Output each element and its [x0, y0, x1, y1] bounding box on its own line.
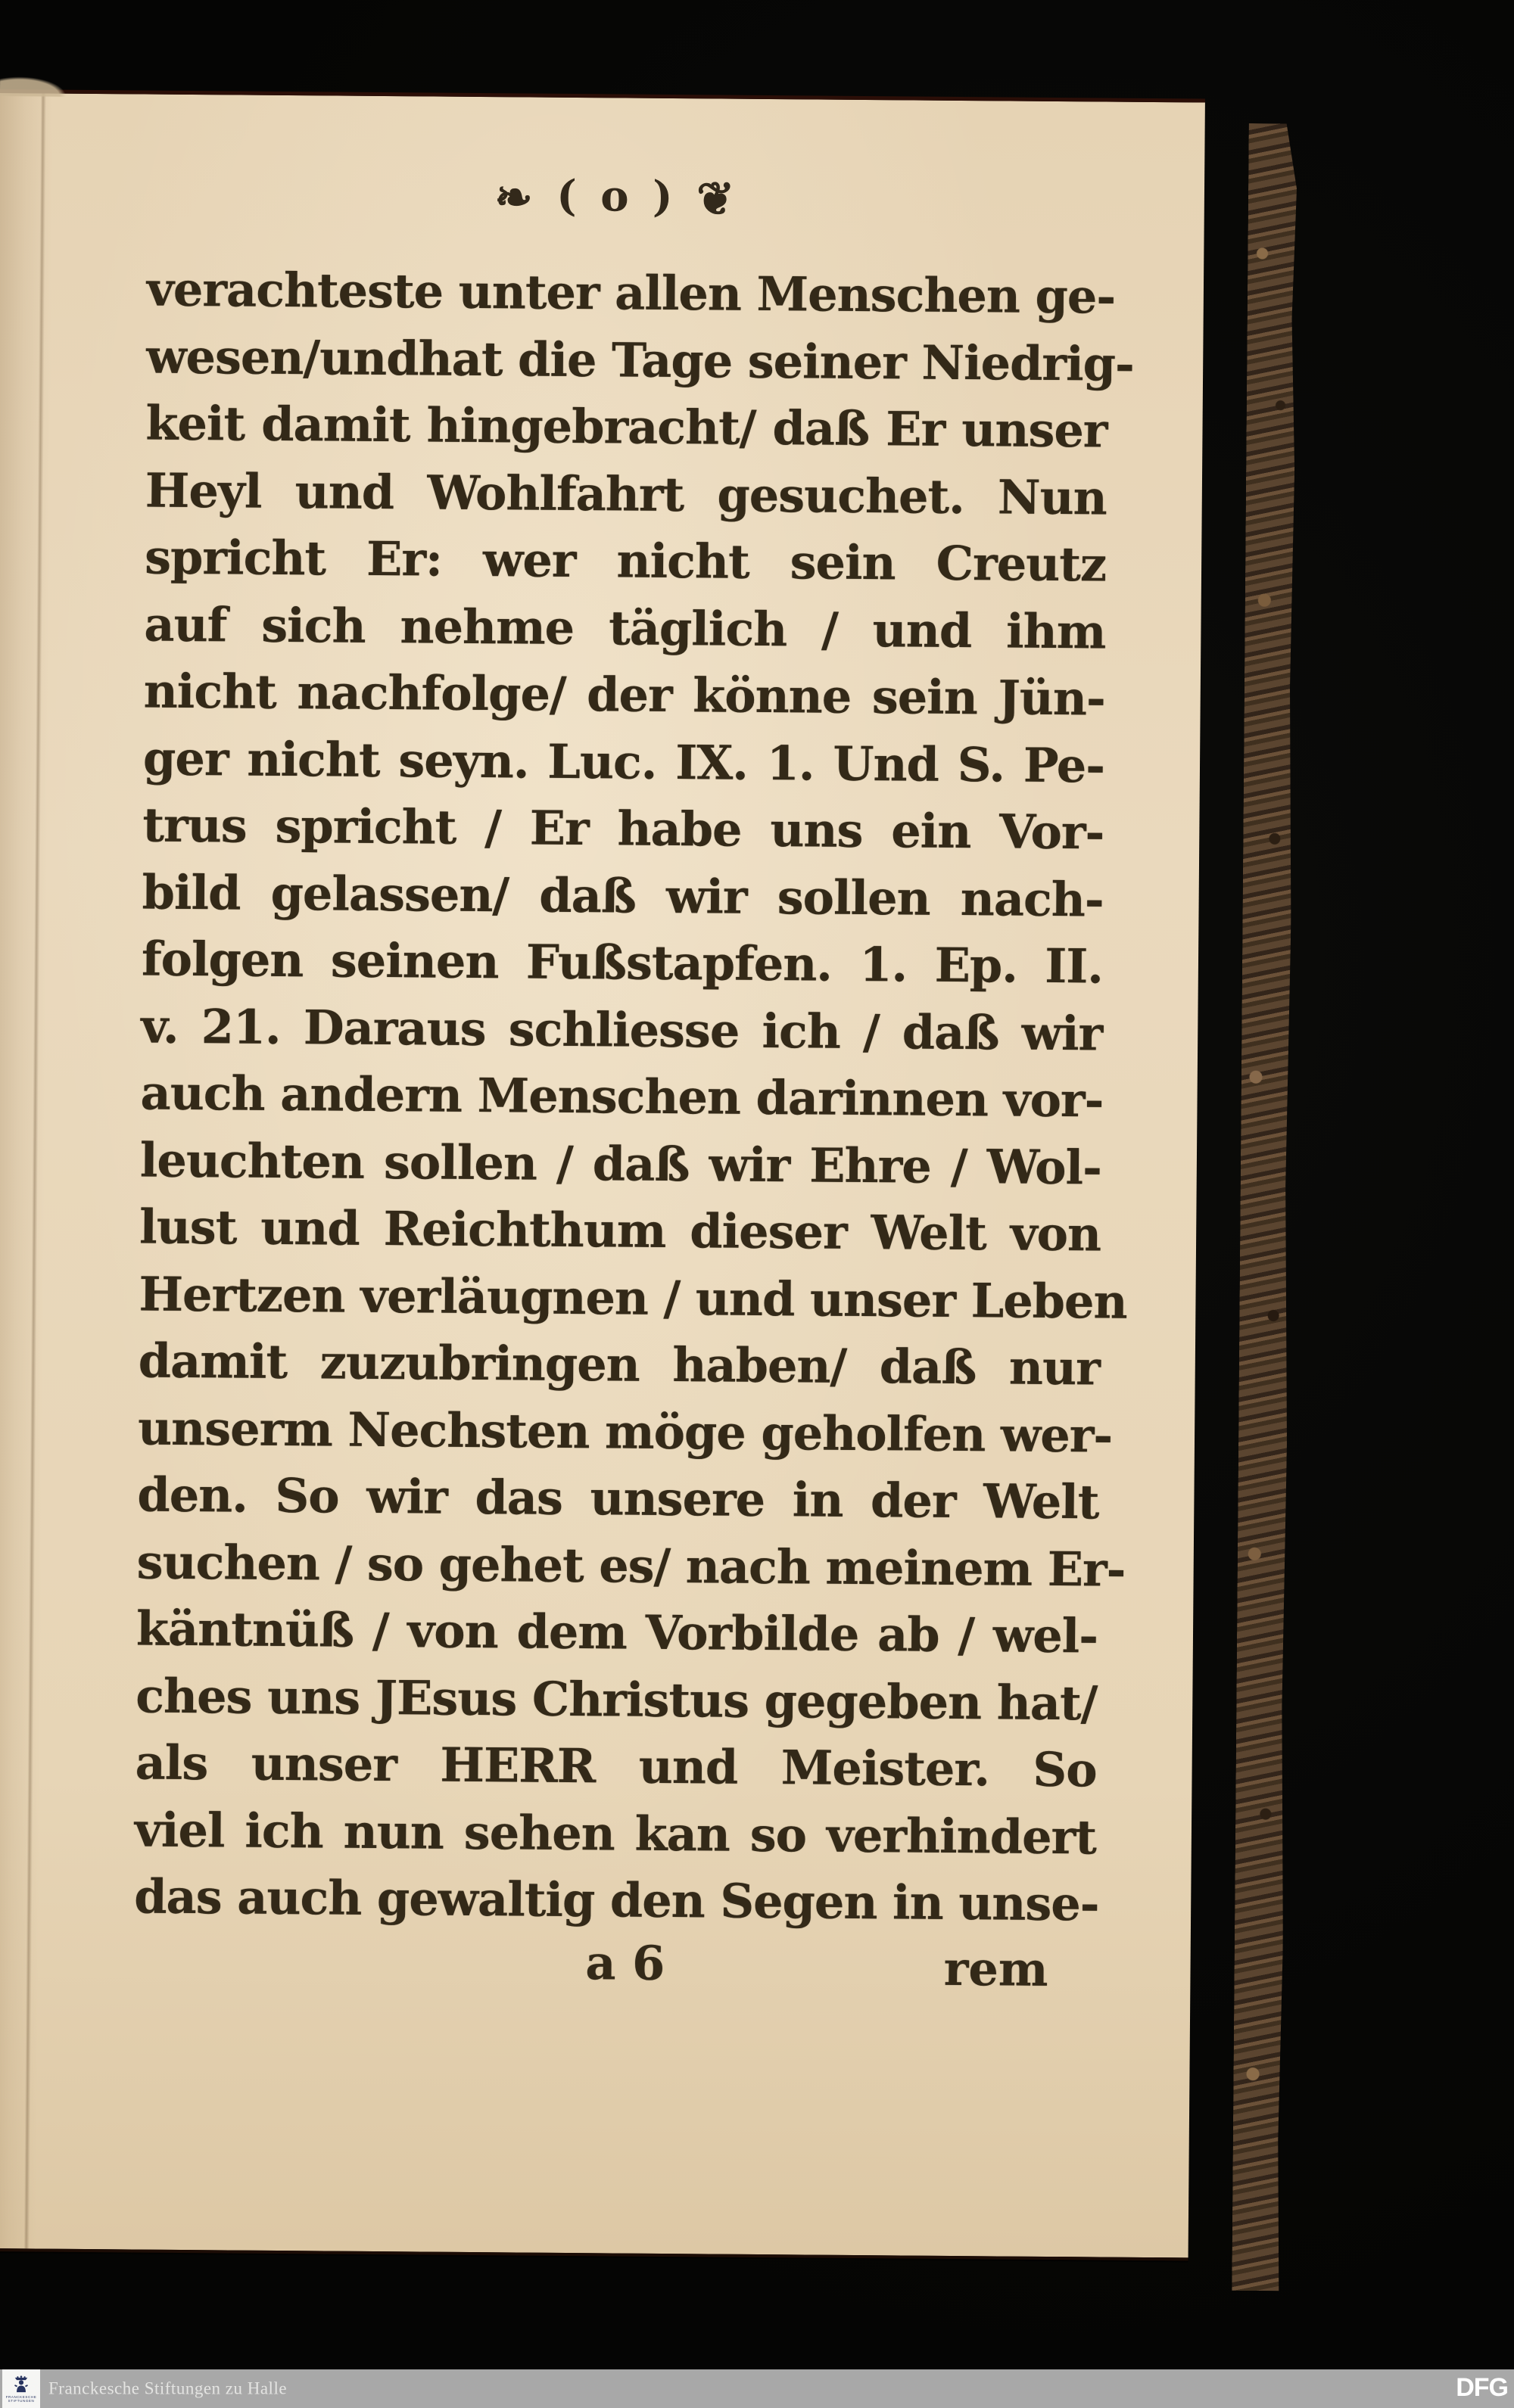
text-line: nicht nachfolge/ der könne sein Jün-	[143, 663, 1106, 726]
text-line: als unser HERR und Meister. So	[135, 1734, 1097, 1798]
text-line: folgen seinen Fußstapfen. 1. Ep. II.	[141, 931, 1104, 994]
text-line: keit damit hingebracht/ daß Er unser	[145, 395, 1107, 459]
text-line: verachteste unter allen Menschen ge-	[146, 261, 1116, 325]
text-line: ches uns JEsus Christus gegeben hat/	[136, 1667, 1098, 1731]
text-line: das auch gewaltig den Segen in unse-	[133, 1868, 1099, 1932]
dfg-logo: DFG	[1456, 2372, 1508, 2402]
book	[0, 89, 1305, 2257]
text-line: leuchten sollen / daß wir Ehre / Wol-	[139, 1131, 1102, 1195]
text-line: v. 21. Daraus schliesse ich / daß wir	[140, 998, 1103, 1061]
text-line: bild gelassen/ daß wir sollen nach-	[142, 864, 1104, 927]
text-line: viel ich nun sehen kan so verhindert	[134, 1801, 1097, 1865]
fleuron-left-icon: ❧	[494, 171, 537, 225]
franckesche-logo-icon	[13, 2375, 30, 2395]
logo-caption-line2: STIFTUNGEN	[8, 2398, 35, 2403]
text-line: damit zuzubringen haben/ daß nur	[138, 1333, 1101, 1396]
fleuron-right-icon: ❦	[696, 173, 740, 226]
text-line: suchen / so gehet es/ nach meinem Er-	[136, 1533, 1126, 1598]
text-line: unserm Nechsten möge geholfen wer-	[137, 1399, 1113, 1464]
text-line: spricht Er: wer nicht sein Creutz	[144, 529, 1107, 593]
text-line: käntnüß / von dem Vorbilde ab / wel-	[136, 1601, 1098, 1664]
text-line: Hertzen verläugnen / und unser Leben	[139, 1265, 1127, 1330]
text-line: trus spricht / Er habe uns ein Vor-	[142, 797, 1104, 860]
body-text	[133, 257, 1135, 1938]
catchword: rem	[943, 1940, 1048, 1997]
text-line: lust und Reichthum dieser Welt von	[139, 1199, 1101, 1262]
logo-caption-line1: FRANCKESCHE	[5, 2394, 37, 2399]
header-ornament	[30, 164, 1205, 226]
text-line: auch andern Menschen darinnen vor-	[140, 1065, 1104, 1128]
viewer-footer-bar	[0, 2369, 1514, 2408]
text-line: Heyl und Wohlfahrt gesuchet. Nun	[145, 462, 1107, 525]
header-folio-mark: ( o )	[556, 170, 678, 222]
book-page	[0, 89, 1205, 2260]
text-line: wesen/undhat die Tage seiner Niedrig-	[145, 328, 1135, 392]
paper-fray	[0, 76, 67, 97]
institution-label: Franckesche Stiftungen zu Halle	[48, 2378, 288, 2397]
franckesche-logo	[2, 2369, 40, 2408]
signature-line	[133, 1921, 1095, 1996]
text-line: auf sich nehme täglich / und ihm	[144, 596, 1106, 659]
text-line: den. So wir das unsere in der Welt	[137, 1467, 1099, 1530]
gathering-signature: a 6	[585, 1935, 665, 1991]
text-line: ger nicht seyn. Luc. IX. 1. Und S. Pe-	[142, 730, 1105, 793]
